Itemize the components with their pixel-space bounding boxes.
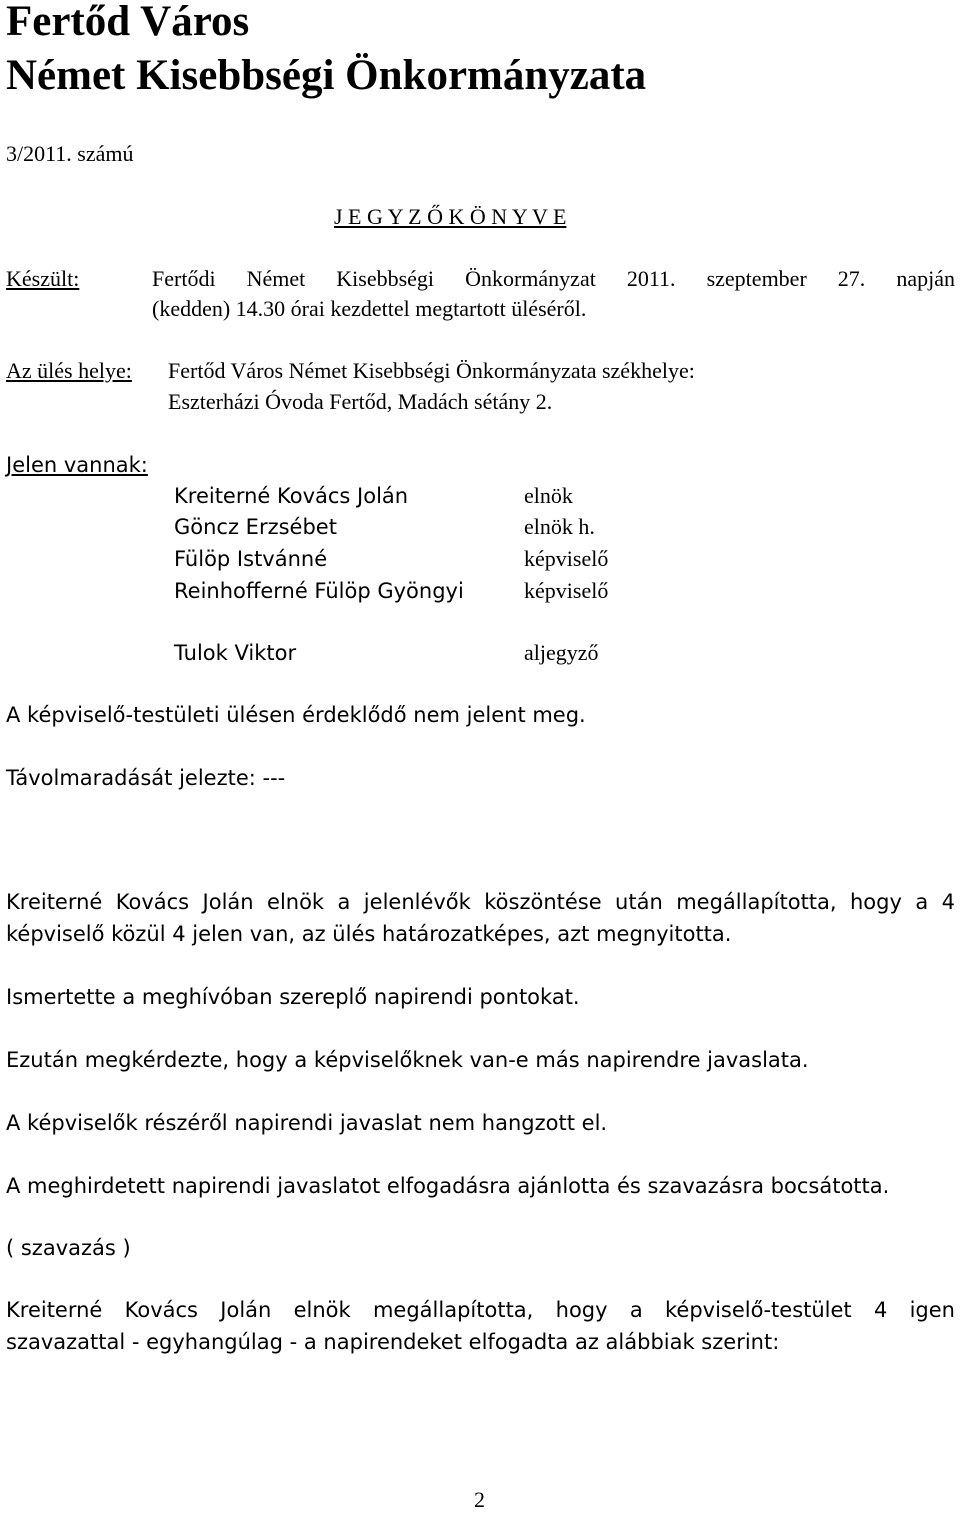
paragraph-result-line-2: szavazattal - egyhangúlag - a napirendeket elfogadta az alábbiak szerint: bbox=[6, 1330, 780, 1354]
ules-helye-line-1: Fertőd Város Német Kisebbségi Önkormányzata székhelye: bbox=[168, 358, 695, 383]
paragraph-opening-line-1: Kreiterné Kovács Jolán elnök a jelenlévők köszöntése után megállapította, hogy a 4 bbox=[6, 890, 955, 914]
document-number: 3/2011. számú bbox=[6, 141, 134, 166]
paragraph-vote: ( szavazás ) bbox=[6, 1236, 131, 1260]
keszult-line-2: (kedden) 14.30 órai kezdettel megtartott üléséről. bbox=[152, 296, 587, 321]
title-line-1: Fertőd Város bbox=[6, 0, 250, 45]
attendee-name: Tulok Viktor bbox=[174, 641, 297, 665]
paragraph-question: Ezután megkérdezte, hogy a képviselőknek van-e más napirendre javaslata. bbox=[6, 1048, 809, 1072]
paragraph-vote-call: A meghirdetett napirendi javaslatot elfogadásra ajánlotta és szavazásra bocsátotta. bbox=[6, 1174, 890, 1198]
paragraph-opening-line-2: képviselő közül 4 jelen van, az ülés határozatképes, azt megnyitotta. bbox=[6, 922, 732, 946]
paragraph-agenda: Ismertette a meghívóban szereplő napirendi pontokat. bbox=[6, 985, 580, 1009]
attendee-role: elnök h. bbox=[524, 514, 595, 539]
attendee-role: képviselő bbox=[524, 578, 609, 603]
attendee-name: Reinhofferné Fülöp Gyöngyi bbox=[174, 579, 464, 603]
document-type-heading: J E G Y Z Ő K Ö N Y V E bbox=[334, 204, 567, 229]
page-number: 2 bbox=[474, 1487, 485, 1512]
paragraph-no-proposal: A képviselők részéről napirendi javaslat nem hangzott el. bbox=[6, 1111, 608, 1135]
attendee-name: Kreiterné Kovács Jolán bbox=[174, 484, 409, 508]
paragraph-result-line-1: Kreiterné Kovács Jolán elnök megállapította, hogy a képviselő-testület 4 igen bbox=[6, 1298, 955, 1322]
attendee-role: képviselő bbox=[524, 546, 609, 571]
ules-helye-label: Az ülés helye: bbox=[6, 358, 132, 383]
attendee-name: Fülöp Istvánné bbox=[174, 547, 328, 571]
attendee-role: aljegyző bbox=[524, 640, 599, 665]
keszult-label: Készült: bbox=[6, 266, 80, 291]
ules-helye-line-2: Eszterházi Óvoda Fertőd, Madách sétány 2. bbox=[168, 389, 553, 414]
keszult-line-1: Fertődi Német Kisebbségi Önkormányzat 2011. szeptember 27. napján bbox=[152, 266, 955, 291]
title-line-2: Német Kisebbségi Önkormányzata bbox=[6, 52, 647, 99]
attendee-name: Göncz Erzsébet bbox=[174, 515, 337, 539]
tavolmaradas-statement: Távolmaradását jelezte: --- bbox=[6, 766, 286, 790]
attendee-role: elnök bbox=[524, 483, 573, 508]
erdeklodo-statement: A képviselő-testületi ülésen érdeklődő nem jelent meg. bbox=[6, 703, 586, 727]
jelen-vannak-label: Jelen vannak: bbox=[6, 453, 148, 477]
